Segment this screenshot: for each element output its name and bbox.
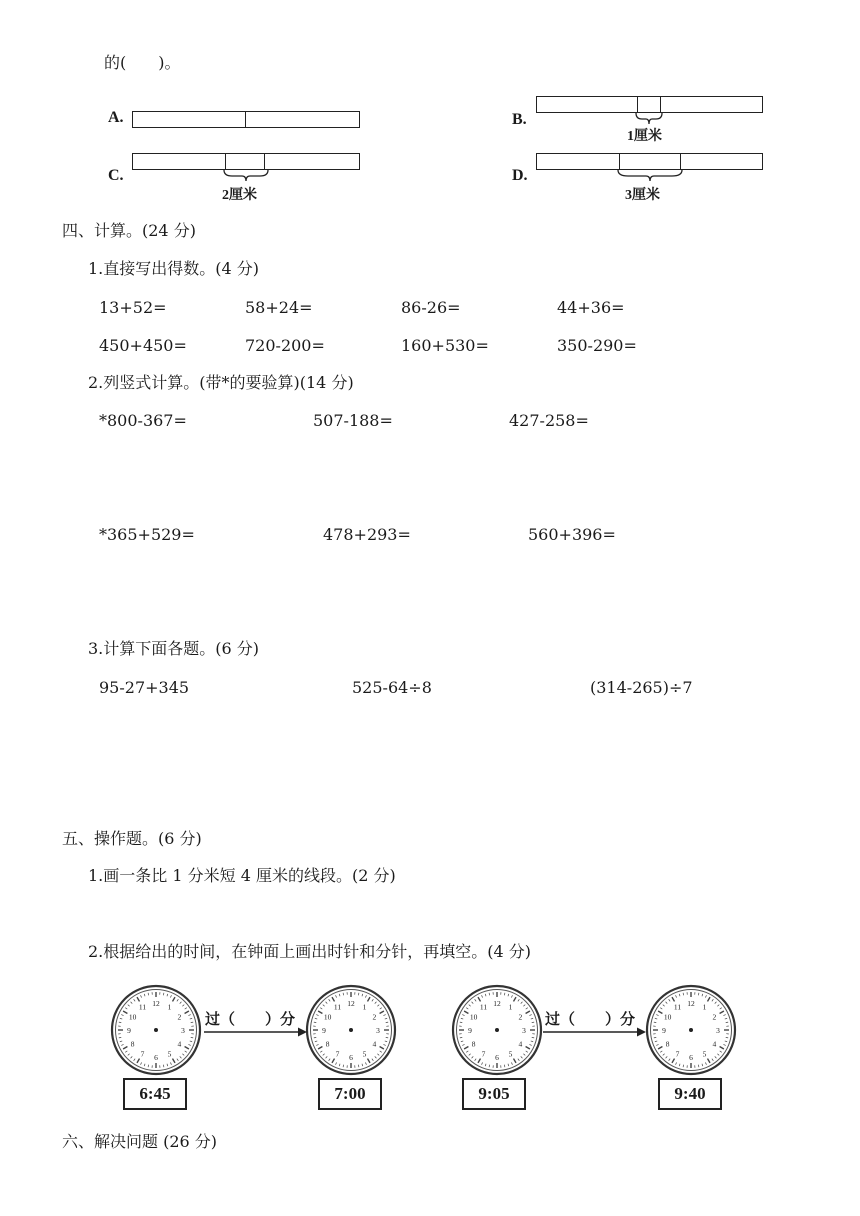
clock-numeral: 6: [154, 1053, 158, 1062]
clock-numeral: 6: [349, 1053, 353, 1062]
time-label: 9:40: [658, 1078, 722, 1110]
option-b-brace-label: 1厘米: [627, 129, 662, 144]
q1-item: 58+24=: [245, 298, 313, 317]
clock-numeral: 8: [665, 1039, 670, 1049]
time-label: 9:05: [462, 1078, 526, 1110]
option-c-bar: [132, 153, 360, 170]
option-a-bar: [132, 111, 360, 128]
q1-item: 450+450=: [99, 336, 187, 355]
section-4-title: 四、计算。(24 分): [62, 221, 196, 240]
clock-numeral: 4: [177, 1039, 182, 1049]
clock-numeral: 9: [322, 1026, 326, 1035]
option-c-segment: [225, 153, 265, 170]
clock-center-dot: [154, 1028, 158, 1032]
clock-face[interactable]: [305, 984, 397, 1076]
clock-numeral: 6: [689, 1053, 693, 1062]
clock-numeral: 10: [663, 1012, 672, 1022]
option-d-label: D.: [512, 167, 528, 184]
q3-item: 525-64÷8: [352, 678, 432, 697]
option-c-label: C.: [108, 167, 124, 184]
clock-numeral: 2: [177, 1012, 182, 1022]
clock-numeral: 5: [362, 1049, 367, 1059]
clock-numeral: 7: [140, 1049, 145, 1059]
option-b-label: B.: [512, 111, 527, 128]
clock-face[interactable]: [451, 984, 543, 1076]
clock-numeral: 4: [518, 1039, 523, 1049]
elapsed-minutes-blank[interactable]: 过（ ）分: [545, 1010, 636, 1028]
clock-numeral: 10: [323, 1012, 332, 1022]
clock-numeral: 4: [712, 1039, 717, 1049]
q3-title: 3.计算下面各题。(6 分): [88, 639, 260, 658]
q3-item: (314-265)÷7: [590, 678, 693, 697]
option-a-label: A.: [108, 109, 124, 126]
clock-numeral: 11: [479, 1002, 488, 1012]
option-d-brace-label: 3厘米: [625, 188, 660, 203]
option-b-bar: [536, 96, 763, 113]
option-b-brace: [630, 112, 670, 126]
option-d-segment: [619, 153, 681, 170]
elapsed-minutes-blank[interactable]: 过（ ）分: [205, 1010, 296, 1028]
clock-center-dot: [689, 1028, 693, 1032]
clock-numeral: 2: [372, 1012, 377, 1022]
option-d-bar: [536, 153, 763, 170]
q2-item: *800-367=: [99, 411, 187, 430]
clock-numeral: 2: [712, 1012, 717, 1022]
option-a-divider: [245, 112, 246, 127]
q1-item: 13+52=: [99, 298, 167, 317]
q1-title: 1.直接写出得数。(4 分): [88, 259, 260, 278]
clock-numeral: 4: [372, 1039, 377, 1049]
clock-numeral: 12: [493, 999, 501, 1008]
time-label: 7:00: [318, 1078, 382, 1110]
clock-numeral: 7: [335, 1049, 340, 1059]
q2-title: 2.列竖式计算。(带*的要验算)(14 分): [88, 373, 354, 392]
clock-center-dot: [495, 1028, 499, 1032]
q2-item: *365+529=: [99, 525, 195, 544]
clock-numeral: 1: [702, 1002, 707, 1012]
q2-item: 478+293=: [323, 525, 411, 544]
clock-numeral: 2: [518, 1012, 523, 1022]
section-6-title: 六、解决问题 (26 分): [62, 1132, 218, 1151]
clock-numeral: 3: [376, 1026, 380, 1035]
option-c-brace-label: 2厘米: [222, 188, 257, 203]
q1-item: 86-26=: [401, 298, 461, 317]
clock-numeral: 7: [675, 1049, 680, 1059]
clock-numeral: 10: [469, 1012, 478, 1022]
option-d-brace: [614, 169, 686, 183]
option-c-brace: [220, 169, 272, 183]
clock-numeral: 5: [702, 1049, 707, 1059]
clock-numeral: 11: [138, 1002, 147, 1012]
s5-q2: 2.根据给出的时间，在钟面上画出时针和分针，再填空。(4 分): [88, 942, 532, 961]
clock-numeral: 8: [130, 1039, 135, 1049]
option-b-segment: [637, 96, 661, 113]
q1-item: 720-200=: [245, 336, 325, 355]
clock-numeral: 10: [128, 1012, 137, 1022]
q1-item: 44+36=: [557, 298, 625, 317]
clock-numeral: 12: [152, 999, 160, 1008]
arrow-right-icon: [541, 1026, 647, 1038]
clock-numeral: 7: [481, 1049, 486, 1059]
clock-numeral: 3: [716, 1026, 720, 1035]
s5-q1: 1.画一条比 1 分米短 4 厘米的线段。(2 分): [88, 866, 396, 885]
clock-numeral: 3: [181, 1026, 185, 1035]
arrow-right-icon: [202, 1026, 308, 1038]
clock-numeral: 1: [362, 1002, 367, 1012]
clock-center-dot: [349, 1028, 353, 1032]
q3-item: 95-27+345: [99, 678, 190, 697]
clock-numeral: 12: [687, 999, 695, 1008]
clock-numeral: 5: [167, 1049, 172, 1059]
q1-item: 350-290=: [557, 336, 637, 355]
clock-numeral: 1: [167, 1002, 172, 1012]
clock-numeral: 11: [333, 1002, 342, 1012]
clock-face[interactable]: [110, 984, 202, 1076]
clock-face[interactable]: [645, 984, 737, 1076]
section-5-title: 五、操作题。(6 分): [62, 829, 202, 848]
q2-item: 427-258=: [509, 411, 589, 430]
clock-numeral: 8: [325, 1039, 330, 1049]
q2-item: 507-188=: [313, 411, 393, 430]
clock-numeral: 9: [127, 1026, 131, 1035]
clock-numeral: 3: [522, 1026, 526, 1035]
question-continuation: 的( )。: [104, 53, 181, 72]
time-label: 6:45: [123, 1078, 187, 1110]
clock-numeral: 5: [508, 1049, 513, 1059]
clock-numeral: 12: [347, 999, 355, 1008]
clock-numeral: 9: [662, 1026, 666, 1035]
q1-item: 160+530=: [401, 336, 489, 355]
clock-numeral: 1: [508, 1002, 513, 1012]
clock-numeral: 8: [471, 1039, 476, 1049]
clock-numeral: 11: [673, 1002, 682, 1012]
q2-item: 560+396=: [528, 525, 616, 544]
clock-numeral: 6: [495, 1053, 499, 1062]
clock-numeral: 9: [468, 1026, 472, 1035]
